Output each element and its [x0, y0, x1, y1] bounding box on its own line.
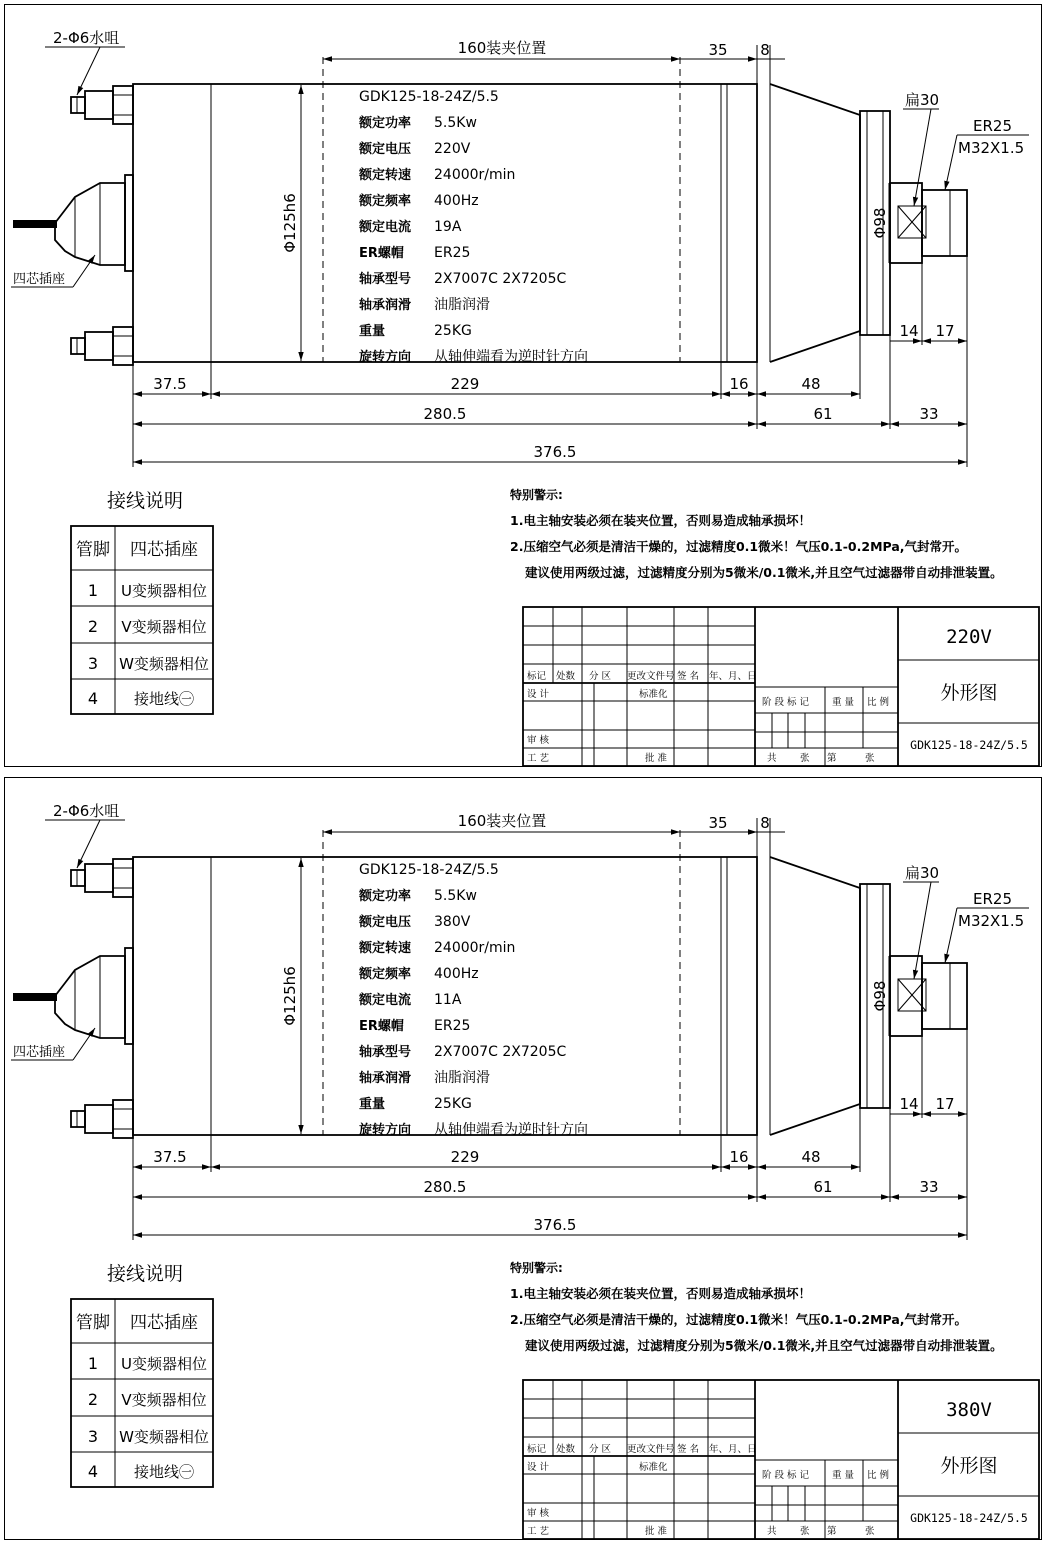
- spec-label: 重量: [359, 324, 386, 339]
- drawing-sheet-1: [4, 4, 1042, 767]
- warning-notes: [510, 487, 1003, 580]
- dim-14: 14: [899, 322, 919, 340]
- warning-title: 特别警示:: [510, 1261, 563, 1275]
- spec-value: 11A: [434, 992, 462, 1008]
- tb-process: 工 艺: [527, 753, 550, 764]
- wiring-pin: 1: [87, 1354, 99, 1373]
- wiring-pin: 2: [87, 1390, 99, 1409]
- tb-design: 设 计: [527, 689, 550, 700]
- dim-48: 48: [801, 1148, 821, 1166]
- wiring-pin: 4: [87, 689, 99, 708]
- wiring-desc: U变频器相位: [121, 1355, 207, 1373]
- dim-61: 61: [813, 405, 833, 423]
- flat-label: 扁30: [905, 91, 940, 109]
- spec-label: 额定频率: [359, 967, 412, 982]
- nozzle-label: 2-Φ6水咀: [53, 29, 120, 47]
- wiring-desc: 接地线㊀: [133, 690, 195, 708]
- spec-value: ER25: [434, 1018, 471, 1034]
- tb-stage: 阶 段 标 记: [762, 1470, 810, 1481]
- wiring-desc: U变频器相位: [121, 582, 207, 600]
- dim-376-5: 376.5: [533, 1216, 577, 1234]
- title-block: [523, 607, 1039, 766]
- dim-33: 33: [919, 405, 939, 423]
- warning-title: 特别警示:: [510, 488, 563, 502]
- spec-value: 从轴伸端看为逆时针方向: [434, 1122, 588, 1138]
- spec-value: ER25: [434, 245, 471, 261]
- warning-notes: [510, 1260, 1003, 1353]
- wiring-pin: 2: [87, 617, 99, 636]
- tb-approve: 批 准: [645, 753, 668, 764]
- wiring-pin: 1: [87, 581, 99, 600]
- dim-229: 229: [450, 375, 480, 393]
- spec-value: 5.5Kw: [434, 888, 477, 904]
- rev-header: 分 区: [589, 1444, 612, 1455]
- wiring-pin: 3: [87, 1427, 99, 1446]
- tb-sheets: 张: [800, 753, 810, 764]
- spec-block: [358, 862, 588, 1138]
- spec-label: 额定电压: [359, 915, 412, 930]
- spec-value: 2X7007C 2X7205C: [434, 271, 567, 287]
- tb-weight: 重 量: [832, 1470, 855, 1481]
- wiring-table: [71, 490, 213, 714]
- body-diameter-dim: [281, 858, 301, 1134]
- wiring-header-pin: 管脚: [76, 540, 110, 560]
- model-label: GDK125-18-24Z/5.5: [359, 89, 499, 105]
- tb-process: 工 艺: [527, 1526, 550, 1537]
- rev-header: 分 区: [589, 671, 612, 682]
- spec-label: 轴承润滑: [359, 298, 412, 313]
- spec-label: 轴承润滑: [359, 1071, 412, 1086]
- spec-value: 400Hz: [434, 193, 479, 209]
- top-dimensions: [323, 812, 785, 857]
- nose-dimensions: [890, 256, 967, 345]
- dim-16: 16: [729, 375, 749, 393]
- spec-value: 24000r/min: [434, 940, 516, 956]
- warning-line-2: 2.压缩空气必须是清洁干燥的，过滤精度0.1微米！气压0.1-0.2MPa,气封常开。: [510, 539, 968, 554]
- rev-header: 更改文件号: [627, 671, 675, 682]
- wiring-header-pin: 管脚: [76, 1313, 110, 1333]
- nozzle-callout: [45, 29, 125, 95]
- tb-scale: 比 例: [867, 1470, 890, 1481]
- dim-229: 229: [450, 1148, 480, 1166]
- dim-35: 35: [708, 814, 728, 832]
- spindle-body: [13, 857, 967, 1138]
- tb-voltage: 220V: [946, 626, 992, 648]
- tb-sheets: 张: [800, 1526, 810, 1537]
- spec-block: [358, 89, 588, 365]
- wiring-table: [71, 1263, 213, 1487]
- body-diameter-label: Φ125h6: [281, 193, 299, 253]
- tb-scale: 比 例: [867, 697, 890, 708]
- spec-value: 油脂润滑: [434, 297, 490, 313]
- nose-diameter-dim: [871, 956, 889, 1036]
- dim-16: 16: [729, 1148, 749, 1166]
- wiring-desc: W变频器相位: [119, 655, 209, 673]
- rev-header: 标记: [527, 1444, 547, 1455]
- tb-review: 审 核: [527, 1508, 550, 1519]
- tb-no: 第: [827, 1526, 837, 1537]
- rev-header: 签 名: [677, 1444, 700, 1455]
- rev-header: 年、月、日: [709, 1444, 757, 1455]
- collet-label: ER25: [973, 890, 1012, 908]
- dim-17: 17: [935, 322, 955, 340]
- warning-line-1: 1.电主轴安装必须在装夹位置，否则易造成轴承损坏！: [510, 1286, 811, 1301]
- tb-sheet2: 张: [865, 1526, 875, 1537]
- thread-label: M32X1.5: [958, 139, 1025, 157]
- rev-header: 标记: [527, 671, 547, 682]
- tb-voltage: 380V: [946, 1399, 992, 1421]
- spindle-outline-drawing: [5, 778, 1043, 1541]
- clamp-position-label: 160装夹位置: [457, 812, 547, 830]
- clamp-position-label: 160装夹位置: [457, 39, 547, 57]
- tb-review: 审 核: [527, 735, 550, 746]
- spec-value: 400Hz: [434, 966, 479, 982]
- warning-line-2: 2.压缩空气必须是清洁干燥的，过滤精度0.1微米！气压0.1-0.2MPa,气封常开。: [510, 1312, 968, 1327]
- dim-48: 48: [801, 375, 821, 393]
- spec-label: 额定功率: [359, 116, 412, 131]
- spec-label: 额定转速: [359, 168, 412, 183]
- wiring-desc: W变频器相位: [119, 1428, 209, 1446]
- spec-label: 轴承型号: [359, 1045, 412, 1060]
- dim-8: 8: [760, 814, 770, 832]
- wiring-title: 接线说明: [107, 490, 184, 512]
- body-diameter-label: Φ125h6: [281, 966, 299, 1026]
- dim-35: 35: [708, 41, 728, 59]
- wiring-desc: V变频器相位: [121, 618, 207, 636]
- spindle-body: [13, 84, 967, 365]
- tb-no: 第: [827, 753, 837, 764]
- wiring-header-socket: 四芯插座: [130, 1313, 198, 1333]
- warning-line-3: 建议使用两级过滤，过滤精度分别为5微米/0.1微米,并且空气过滤器带自动排泄装置。: [525, 565, 1003, 580]
- nozzle-callout: [45, 802, 125, 868]
- collet-label: ER25: [973, 117, 1012, 135]
- spec-label: ER螺帽: [359, 246, 404, 261]
- dim-37-5: 37.5: [153, 375, 187, 393]
- spec-label: ER螺帽: [359, 1019, 404, 1034]
- spec-label: 额定功率: [359, 889, 412, 904]
- spec-label: 额定电流: [359, 993, 412, 1008]
- socket-label: 四芯插座: [13, 272, 66, 287]
- spec-value: 25KG: [434, 323, 472, 339]
- tb-total: 共: [767, 1526, 777, 1537]
- rev-header: 签 名: [677, 671, 700, 682]
- tb-total: 共: [767, 753, 777, 764]
- dim-280-5: 280.5: [423, 1178, 467, 1196]
- dim-8: 8: [760, 41, 770, 59]
- dim-280-5: 280.5: [423, 405, 467, 423]
- nose-diameter-label: Φ98: [871, 207, 889, 239]
- spec-value: 220V: [434, 141, 471, 157]
- wiring-pin: 4: [87, 1462, 99, 1481]
- spec-value: 油脂润滑: [434, 1070, 490, 1086]
- dim-33: 33: [919, 1178, 939, 1196]
- tb-standard: 标准化: [639, 1462, 668, 1473]
- tb-drawing-no: GDK125-18-24Z/5.5: [910, 1511, 1028, 1525]
- spec-value: 380V: [434, 914, 471, 930]
- spec-label: 额定频率: [359, 194, 412, 209]
- nose-diameter-label: Φ98: [871, 980, 889, 1012]
- title-block: [523, 1380, 1039, 1539]
- flat-label: 扁30: [905, 864, 940, 882]
- spec-label: 额定电流: [359, 220, 412, 235]
- wiring-title: 接线说明: [107, 1263, 184, 1285]
- collet-callout: [945, 890, 1029, 963]
- dim-14: 14: [899, 1095, 919, 1113]
- nozzle-label: 2-Φ6水咀: [53, 802, 120, 820]
- spec-value: 25KG: [434, 1096, 472, 1112]
- wiring-desc: 接地线㊀: [133, 1463, 195, 1481]
- dim-37-5: 37.5: [153, 1148, 187, 1166]
- dim-61: 61: [813, 1178, 833, 1196]
- spec-label: 额定转速: [359, 941, 412, 956]
- spec-label: 旋转方向: [359, 350, 412, 365]
- spec-value: 2X7007C 2X7205C: [434, 1044, 567, 1060]
- collet-callout: [945, 117, 1029, 190]
- wiring-pin: 3: [87, 654, 99, 673]
- flat-callout: [903, 864, 939, 979]
- rev-header: 处数: [556, 671, 576, 682]
- spindle-outline-drawing: [5, 5, 1043, 768]
- nose-diameter-dim: [871, 183, 889, 263]
- spec-label: 重量: [359, 1097, 386, 1112]
- top-dimensions: [323, 39, 785, 84]
- tb-weight: 重 量: [832, 697, 855, 708]
- warning-line-3: 建议使用两级过滤，过滤精度分别为5微米/0.1微米,并且空气过滤器带自动排泄装置。: [525, 1338, 1003, 1353]
- dim-376-5: 376.5: [533, 443, 577, 461]
- thread-label: M32X1.5: [958, 912, 1025, 930]
- body-diameter-dim: [281, 85, 301, 361]
- warning-line-1: 1.电主轴安装必须在装夹位置，否则易造成轴承损坏！: [510, 513, 811, 528]
- nose-dimensions: [890, 1029, 967, 1118]
- tb-stage: 阶 段 标 记: [762, 697, 810, 708]
- tb-approve: 批 准: [645, 1526, 668, 1537]
- tb-design: 设 计: [527, 1462, 550, 1473]
- socket-label: 四芯插座: [13, 1045, 66, 1060]
- tb-drawing-no: GDK125-18-24Z/5.5: [910, 738, 1028, 752]
- rev-header: 年、月、日: [709, 671, 757, 682]
- rev-header: 处数: [556, 1444, 576, 1455]
- wiring-header-socket: 四芯插座: [130, 540, 198, 560]
- spec-value: 5.5Kw: [434, 115, 477, 131]
- tb-drawing-name: 外形图: [940, 1455, 998, 1477]
- dim-17: 17: [935, 1095, 955, 1113]
- spec-value: 19A: [434, 219, 462, 235]
- flat-callout: [903, 91, 939, 206]
- tb-sheet2: 张: [865, 753, 875, 764]
- tb-drawing-name: 外形图: [940, 682, 998, 704]
- spec-value: 24000r/min: [434, 167, 516, 183]
- rev-header: 更改文件号: [627, 1444, 675, 1455]
- spec-label: 额定电压: [359, 142, 412, 157]
- spec-label: 轴承型号: [359, 272, 412, 287]
- model-label: GDK125-18-24Z/5.5: [359, 862, 499, 878]
- tb-standard: 标准化: [639, 689, 668, 700]
- wiring-desc: V变频器相位: [121, 1391, 207, 1409]
- spec-value: 从轴伸端看为逆时针方向: [434, 349, 588, 365]
- drawing-sheet-2: [4, 777, 1042, 1540]
- spec-label: 旋转方向: [359, 1123, 412, 1138]
